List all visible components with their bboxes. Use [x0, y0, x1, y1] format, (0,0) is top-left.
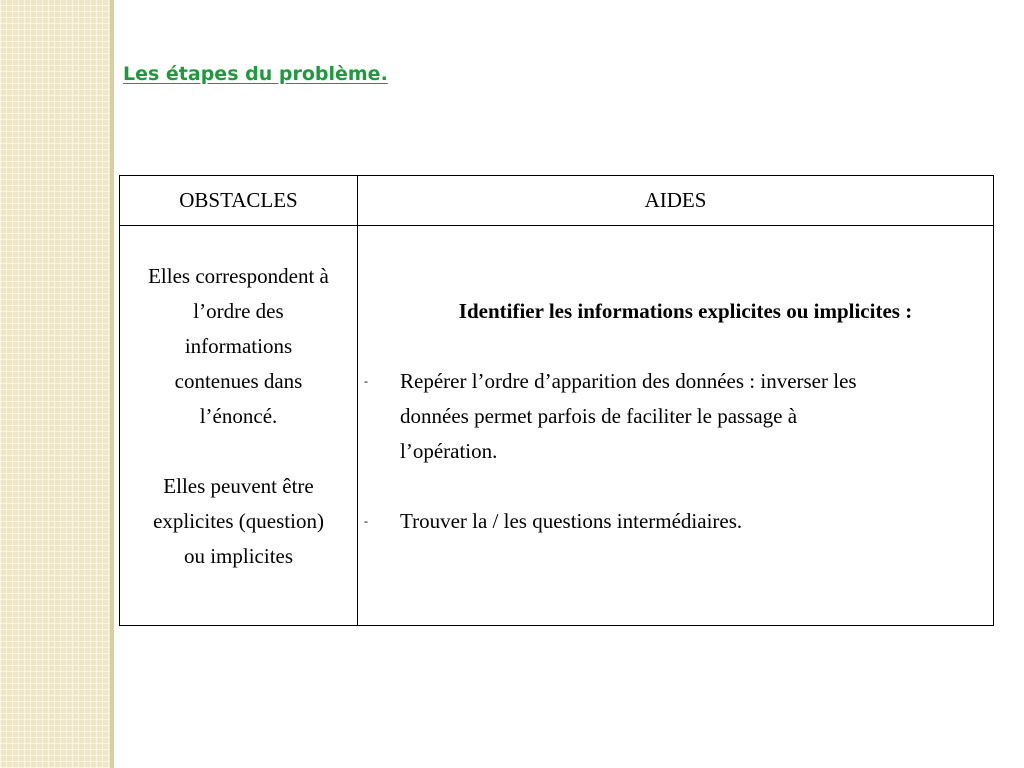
aide-item — [358, 364, 973, 469]
obstacles-line: informations — [184, 334, 293, 358]
obstacles-paragraph-1 — [120, 259, 357, 434]
obstacles-line: Elles correspondent à — [148, 264, 329, 288]
aide-line: données permet parfois de faciliter le passage à — [400, 404, 798, 428]
aide-line: Trouver la / les questions intermédiaires. — [400, 509, 743, 533]
obstacles-line: l’ordre des — [193, 299, 284, 323]
obstacles-line: ou implicites — [183, 544, 294, 568]
dash-bullet: - — [364, 374, 368, 388]
obstacles-aides-table — [119, 175, 994, 626]
table-header-row — [120, 176, 994, 226]
obstacles-cell — [120, 226, 358, 626]
aide-item — [358, 504, 973, 539]
header-obstacles: OBSTACLES — [120, 176, 358, 226]
obstacles-line: explicites (question) — [153, 509, 324, 533]
obstacles-paragraph-2 — [120, 469, 357, 574]
side-band-edge — [110, 0, 114, 768]
dash-bullet: - — [364, 514, 368, 528]
header-aides: AIDES — [358, 176, 994, 226]
obstacles-line: Elles peuvent être — [163, 474, 314, 498]
decorative-side-band — [0, 0, 112, 768]
aide-line: Repérer l’ordre d’apparition des données : inverser les — [400, 369, 857, 393]
aide-line: l’opération. — [400, 439, 498, 463]
table-body-row — [120, 226, 994, 626]
slide-title: Les étapes du problème. — [123, 63, 388, 85]
aides-cell — [358, 226, 994, 626]
obstacles-line: l’énoncé. — [199, 404, 278, 428]
aides-heading: Identifier les informations explicites ou implicites : — [458, 299, 913, 323]
obstacles-line: contenues dans — [174, 369, 303, 393]
